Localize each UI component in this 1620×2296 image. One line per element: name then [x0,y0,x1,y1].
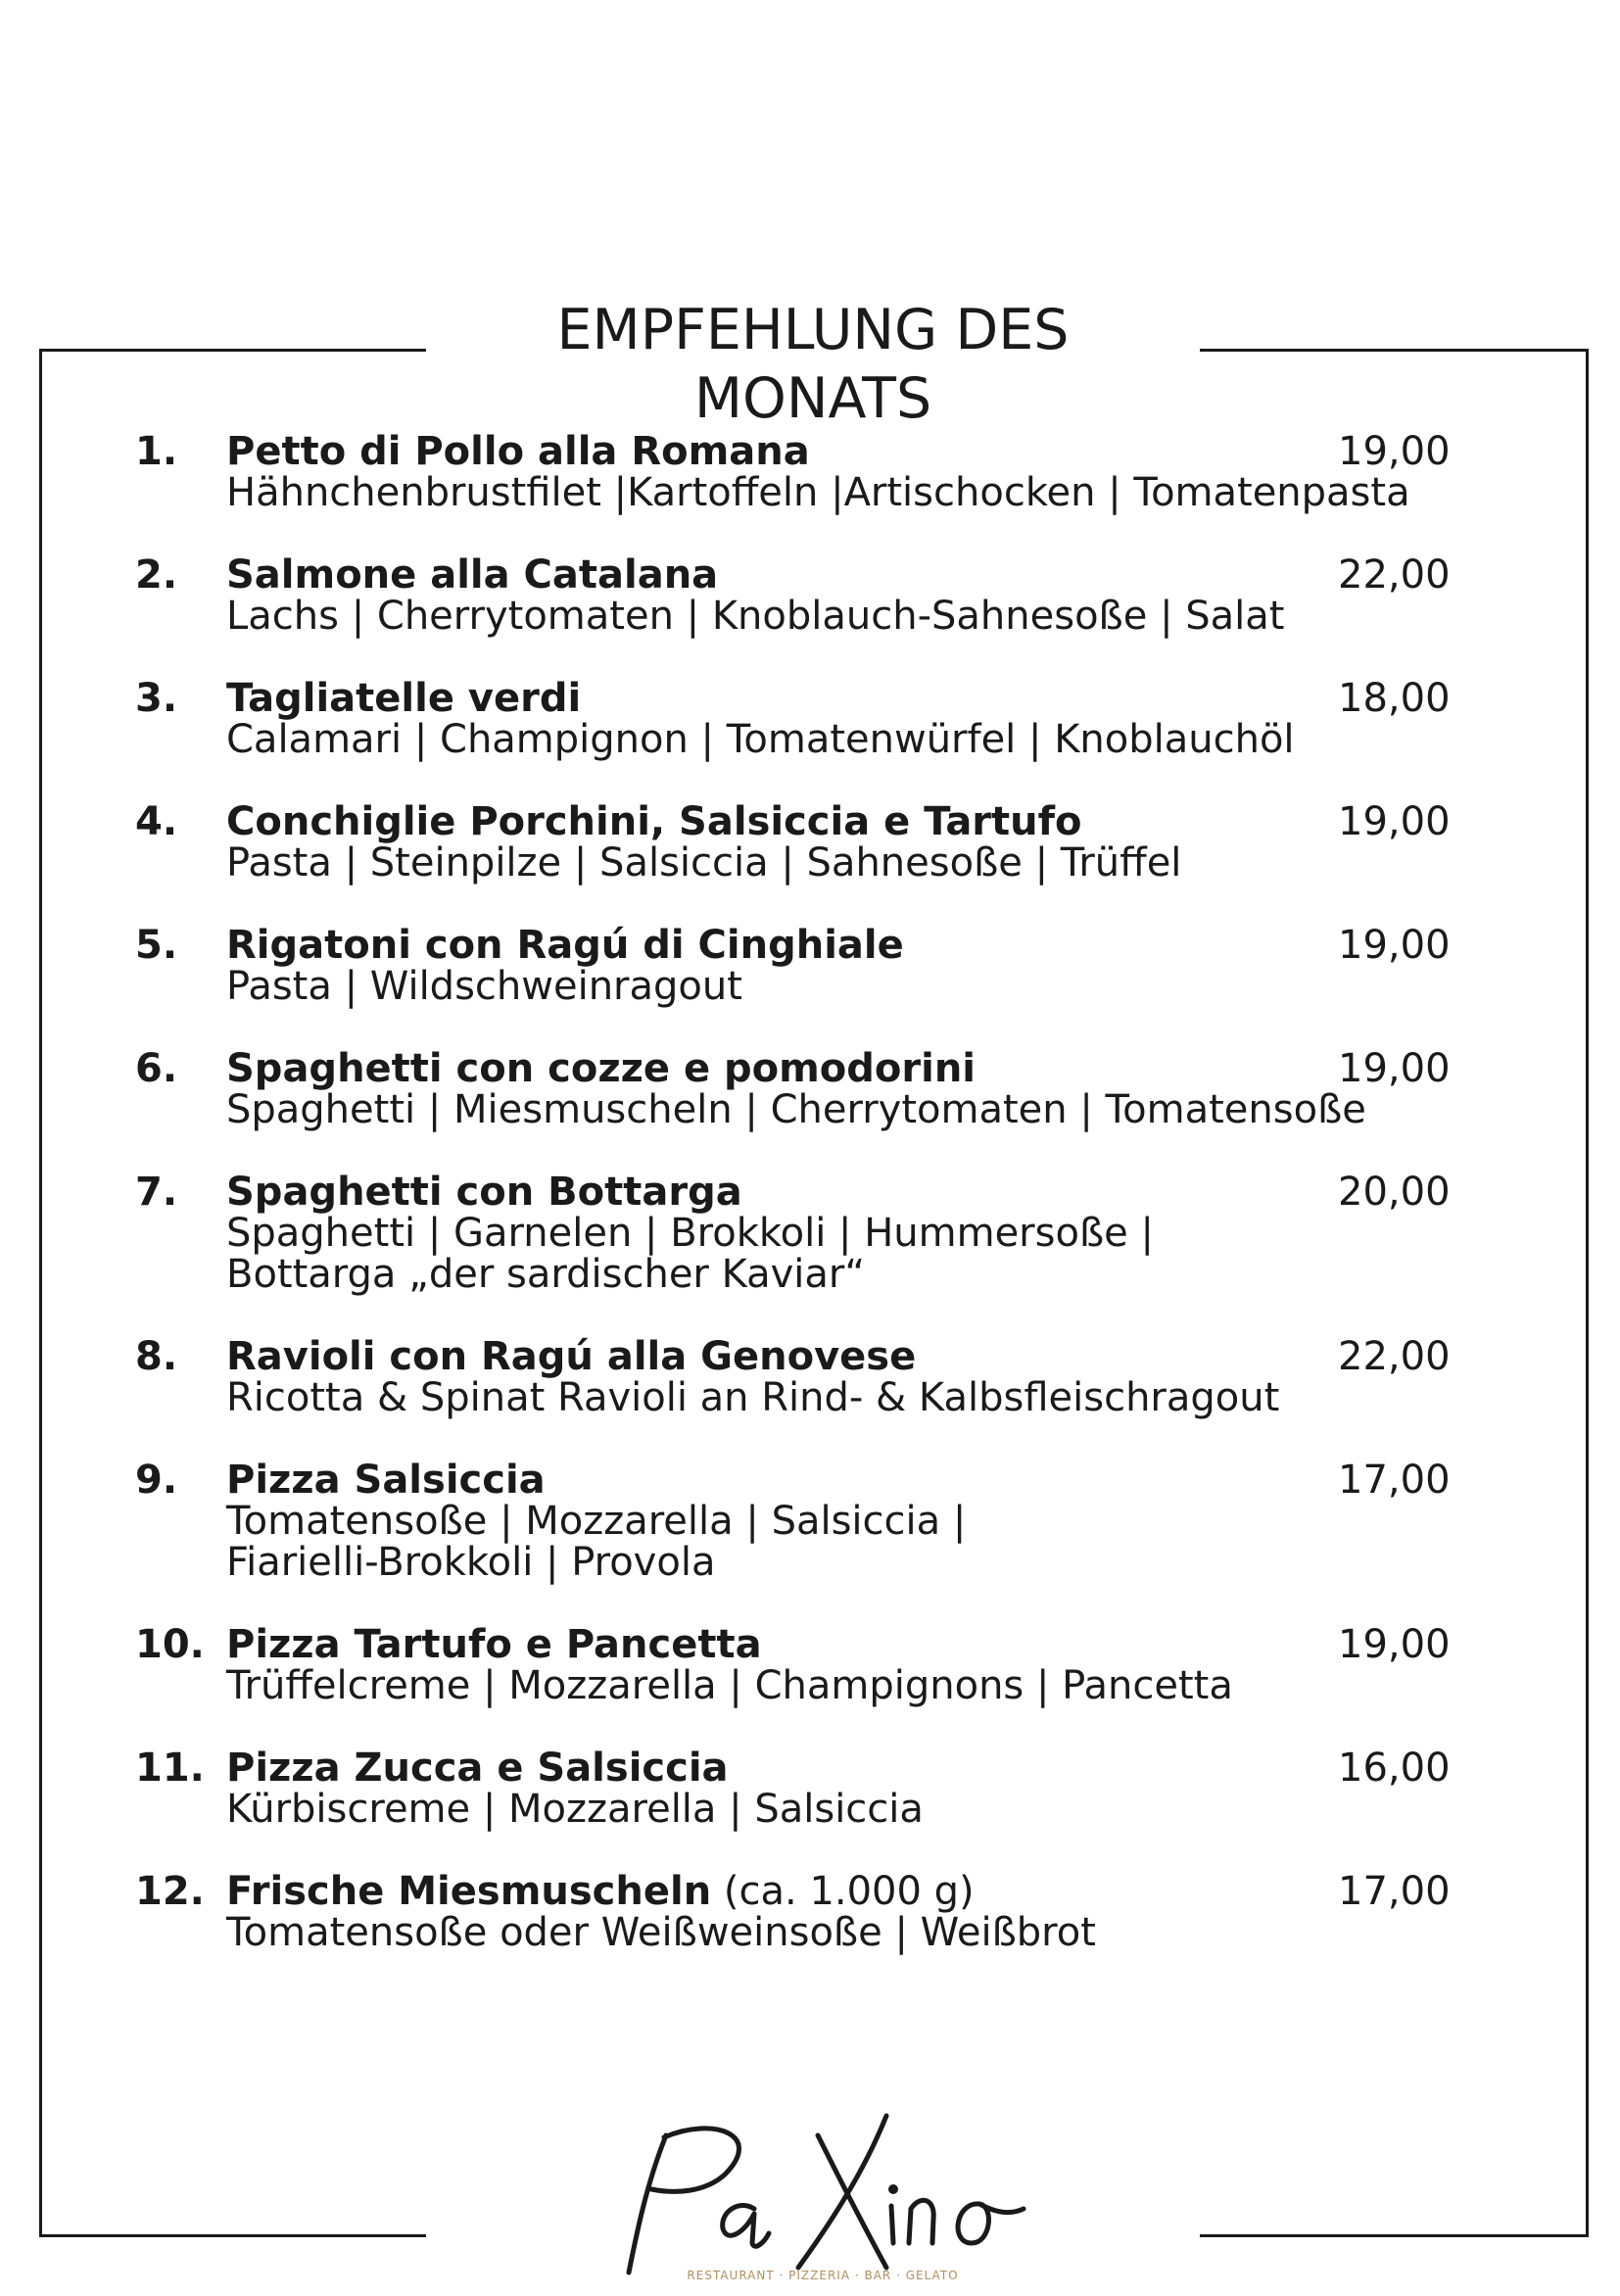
menu-item-description [226,1089,1366,1130]
menu-item [0,1048,1620,1172]
menu-item-description-line: Pasta | Wildschweinragout [226,964,742,1009]
menu-item-description-line: Spaghetti | Miesmuscheln | Cherrytomaten | Tomatensoße [226,1087,1366,1132]
menu-item-description [226,966,742,1007]
frame-bottom-left-line [39,2234,426,2237]
menu-item-description [226,1789,924,1830]
menu-item-name-text: Tagliatelle verdi [226,676,582,721]
menu-item-description-line: Ricotta & Spinat Ravioli an Rind- & Kalbsfleischragout [226,1375,1280,1420]
menu-item [0,554,1620,678]
menu-item-name-text: Spaghetti con Bottarga [226,1170,742,1215]
menu-item-description [226,472,1410,513]
menu-item-name [226,554,718,596]
menu-item-description [226,596,1284,637]
menu-item [0,1871,1620,1994]
menu-item-name [226,1048,976,1089]
menu-item-name-text: Spaghetti con cozze e pomodorini [226,1046,977,1091]
menu-item [0,1747,1620,1871]
menu-item-price: 19,00 [1338,1046,1451,1091]
menu-item-name [226,1747,729,1789]
frame-bottom-right-line [1200,2234,1589,2237]
menu-item-name [226,925,904,966]
menu-item-description-line: Tomatensoße oder Weißweinsoße | Weißbrot [226,1910,1096,1955]
menu-item [0,1624,1620,1747]
menu-item-name-extra: (ca. 1.000 g) [711,1869,975,1914]
menu-item-name-text: Pizza Salsiccia [226,1458,546,1503]
frame-top-left-line [39,349,426,352]
page-title: EMPFEHLUNG DES MONATS [556,298,1070,431]
menu-item-description-line: Spaghetti | Garnelen | Brokkoli | Hummersoße | [226,1211,1154,1256]
menu-item-description [226,1377,1279,1418]
menu-item-name-text: Petto di Pollo alla Romana [226,429,810,474]
menu-item-name-text: Pizza Zucca e Salsiccia [226,1746,729,1791]
menu-item-name-text: Rigatoni con Ragú di Cinghiale [226,923,904,968]
menu-item-name [226,1624,762,1665]
menu-item-price: 22,00 [1338,1334,1451,1379]
menu-item-name-text: Salmone alla Catalana [226,552,719,598]
menu-item-number: 7. [135,1170,178,1215]
menu-item-name [226,1172,742,1213]
menu-item-price: 16,00 [1338,1746,1451,1791]
menu-list [0,431,1620,1994]
logo-script-mark [607,2096,1038,2292]
menu-item [0,925,1620,1048]
menu-item-number: 4. [135,799,178,844]
menu-item-description [226,719,1295,760]
menu-item-description-line: Kürbiscreme | Mozzarella | Salsiccia [226,1787,924,1832]
menu-item [0,801,1620,925]
menu-item-description [226,842,1181,884]
menu-item-number: 2. [135,552,178,598]
menu-item-name-text: Ravioli con Ragú alla Genovese [226,1334,917,1379]
menu-item-price: 20,00 [1338,1170,1451,1215]
menu-item-description-line: Bottarga „der sardischer Kaviar“ [226,1252,866,1297]
menu-item-number: 12. [135,1869,205,1914]
menu-item-price: 19,00 [1338,429,1451,474]
menu-item-price: 19,00 [1338,1622,1451,1667]
menu-item-description [226,1912,1096,1953]
menu-item-number: 3. [135,676,178,721]
menu-item-price: 17,00 [1338,1869,1451,1914]
menu-item-number: 10. [135,1622,205,1667]
menu-item-price: 18,00 [1338,676,1451,721]
paxino-logo [607,2096,1038,2292]
menu-item-name [226,1336,916,1377]
logo-tagline: RESTAURANT · PIZZERIA · BAR · GELATO [687,2269,959,2282]
menu-item-name-text: Frische Miesmuscheln [226,1869,712,1914]
menu-item-name [226,801,1082,842]
menu-item-number: 9. [135,1458,178,1503]
menu-item-description [226,1665,1233,1706]
menu-item-price: 22,00 [1338,552,1451,598]
menu-item-number: 11. [135,1746,205,1791]
menu-item-description-line: Trüffelcreme | Mozzarella | Champignons | Pancetta [226,1663,1233,1708]
menu-item-name [226,678,581,719]
menu-item-name [226,431,810,472]
menu-item-name [226,1459,546,1501]
menu-item-number: 5. [135,923,178,968]
menu-item [0,678,1620,801]
menu-item [0,1459,1620,1624]
menu-item-description-line: Tomatensoße | Mozzarella | Salsiccia | [226,1499,967,1544]
menu-item-number: 1. [135,429,178,474]
menu-item [0,431,1620,554]
menu-item [0,1172,1620,1336]
menu-item-description-line: Calamari | Champignon | Tomatenwürfel | Knoblauchöl [226,717,1295,762]
menu-item-number: 8. [135,1334,178,1379]
frame-top-right-line [1200,349,1589,352]
menu-item-description [226,1501,966,1583]
menu-item-name [226,1871,975,1912]
menu-item-description-line: Lachs | Cherrytomaten | Knoblauch-Sahnesoße | Salat [226,594,1285,639]
menu-item-price: 19,00 [1338,923,1451,968]
menu-item-number: 6. [135,1046,178,1091]
menu-item-description-line: Pasta | Steinpilze | Salsiccia | Sahnesoße | Trüffel [226,840,1182,885]
menu-item-name-text: Pizza Tartufo e Pancetta [226,1622,762,1667]
menu-item-name-text: Conchiglie Porchini, Salsiccia e Tartufo [226,799,1082,844]
menu-item [0,1336,1620,1459]
menu-item-description-line: Fiarielli-Brokkoli | Provola [226,1540,716,1585]
menu-item-description [226,1213,1154,1295]
menu-item-price: 17,00 [1338,1458,1451,1503]
menu-item-description-line: Hähnchenbrustfilet |Kartoffeln |Artischocken | Tomatenpasta [226,470,1410,515]
menu-item-price: 19,00 [1338,799,1451,844]
